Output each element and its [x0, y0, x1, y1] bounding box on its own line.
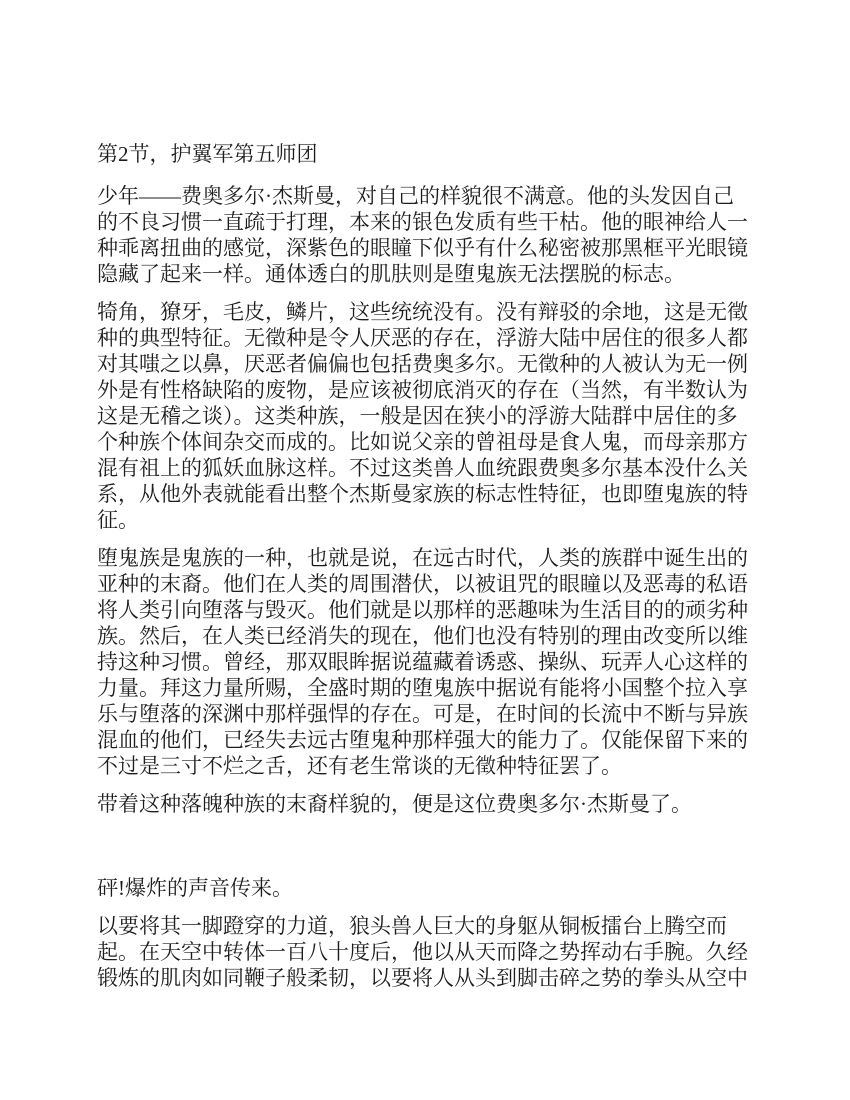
text-line: 混有祖上的狐妖血脉这样。不过这类兽人血统跟费奥多尔基本没什么关	[97, 456, 748, 480]
text-line: 堕鬼族是鬼族的一种，也就是说，在远古时代，人类的族群中诞生出的	[97, 546, 748, 570]
section-title: 第2节，护翼军第五师团	[97, 142, 318, 166]
text-line: 砰!爆炸的声音传来。	[97, 876, 293, 900]
text-line: 的不良习惯一直疏于打理，本来的银色发质有些干枯。他的眼神给人一	[97, 210, 748, 234]
text-line: 犄角，獠牙，毛皮，鳞片，这些统统没有。没有辩驳的余地，这是无徵	[97, 300, 748, 324]
text-line: 对其嗤之以鼻，厌恶者偏偏也包括费奥多尔。无徵种的人被认为无一例	[97, 352, 748, 376]
text-line: 以要将其一脚蹬穿的力道，狼头兽人巨大的身躯从铜板擂台上腾空而	[97, 914, 727, 938]
text-line: 不过是三寸不烂之舌，还有老生常谈的无徵种特征罢了。	[97, 754, 622, 778]
text-line: 外是有性格缺陷的废物，是应该被彻底消灭的存在（当然，有半数认为	[97, 378, 748, 402]
text-line: 力量。拜这力量所赐，全盛时期的堕鬼族中据说有能将小国整个拉入享	[97, 676, 748, 700]
text-line: 亚种的末裔。他们在人类的周围潜伏，以被诅咒的眼瞳以及恶毒的私语	[97, 572, 748, 596]
text-line: 系，从他外表就能看出整个杰斯曼家族的标志性特征，也即堕鬼族的特	[97, 482, 748, 506]
text-line: 隐藏了起来一样。通体透白的肌肤则是堕鬼族无法摆脱的标志。	[97, 262, 685, 286]
text-line: 持这种习惯。曾经，那双眼眸据说蕴藏着诱惑、操纵、玩弄人心这样的	[97, 650, 748, 674]
text-line: 个种族个体间杂交而成的。比如说父亲的曾祖母是食人鬼，而母亲那方	[97, 430, 748, 454]
text-line: 乐与堕落的深渊中那样强悍的存在。可是，在时间的长流中不断与异族	[97, 702, 748, 726]
paragraph-1	[97, 183, 810, 287]
paragraph-4	[97, 791, 810, 817]
text-line: 种乖离扭曲的感觉，深紫色的眼瞳下似乎有什么秘密被那黑框平光眼镜	[97, 236, 748, 260]
text-line: 锻炼的肌肉如同鞭子般柔韧，以要将人从头到脚击碎之势的拳头从空中	[97, 966, 748, 990]
text-line: 种的典型特征。无徵种是令人厌恶的存在，浮游大陆中居住的很多人都	[97, 326, 748, 350]
text-line: 征。	[97, 508, 139, 532]
text-line: 混血的他们，已经失去远古堕鬼种那样强大的能力了。仅能保留下来的	[97, 728, 748, 752]
paragraph-6	[97, 913, 810, 991]
text-line: 起。在天空中转体一百八十度后，他以从天而降之势挥动右手腕。久经	[97, 940, 748, 964]
text-line: 带着这种落魄种族的末裔样貌的，便是这位费奥多尔·杰斯曼了。	[97, 792, 692, 816]
paragraph-2	[97, 299, 810, 533]
text-line: 将人类引向堕落与毁灭。他们就是以那样的恶趣味为生活目的的顽劣种	[97, 598, 748, 622]
text-line: 族。然后，在人类已经消失的现在，他们也没有特别的理由改变所以维	[97, 624, 748, 648]
paragraph-5	[97, 875, 810, 901]
text-line: 少年——费奥多尔·杰斯曼，对自己的样貌很不满意。他的头发因自己	[97, 184, 734, 208]
text-line: 这是无稽之谈）。这类种族，一般是因在狭小的浮游大陆群中居住的多	[97, 404, 738, 428]
paragraph-3	[97, 545, 810, 779]
scene-break-spacer	[97, 829, 810, 875]
